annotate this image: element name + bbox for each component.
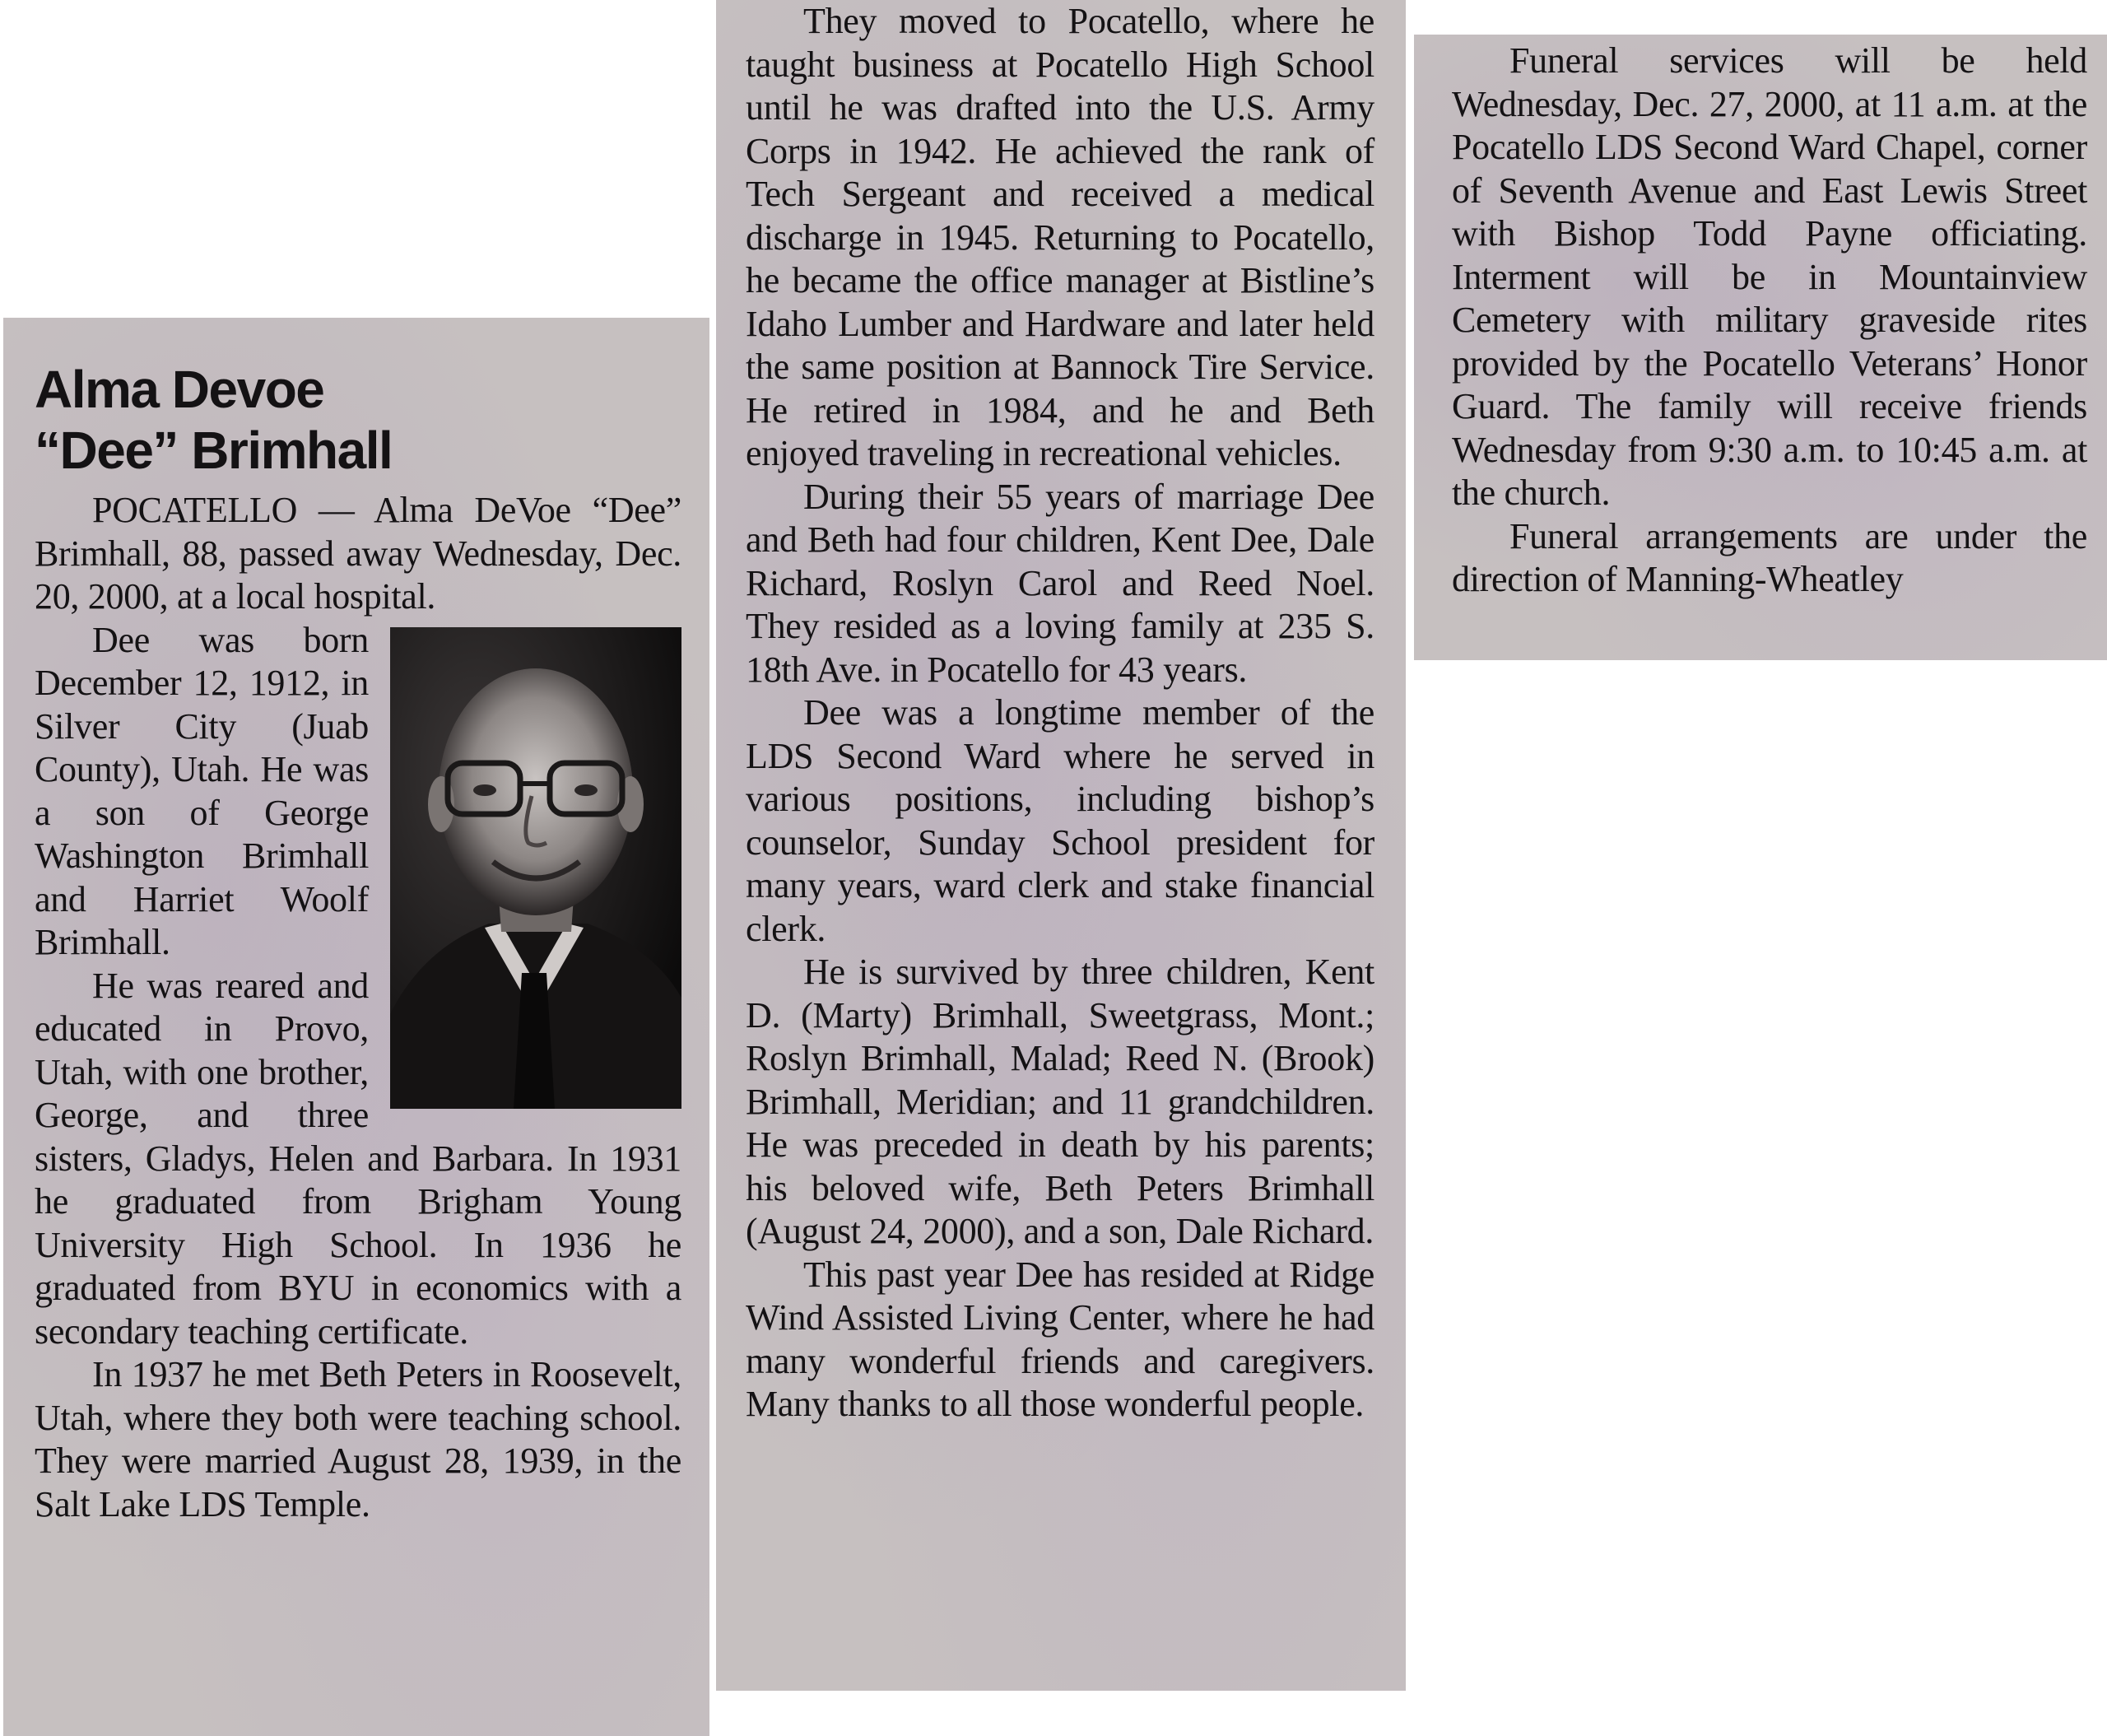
left-column-text	[35, 489, 681, 1526]
headline-line-2: “Dee” Brimhall	[35, 421, 393, 480]
headline-line-1: Alma Devoe	[35, 360, 324, 419]
portrait-image	[390, 627, 681, 1109]
obituary-headline	[35, 359, 681, 481]
left-paragraph-3: He was reared and educated in Provo, Utah, with one brother, George, and three sisters, Gladys, Helen and Barbara. In 1931 he graduated from Brigham Young University High School. In 1936 he graduated from BYU in economics with a secondary teaching certificate.	[35, 965, 681, 1352]
middle-column-text	[746, 0, 1374, 1426]
right-column-text	[1452, 40, 2087, 602]
left-paragraph-4: In 1937 he met Beth Peters in Roosevelt, Utah, where they both were teaching school. They were married August 28, 1939, in the Salt Lake LDS Temple.	[35, 1354, 681, 1524]
left-paragraph-2: Dee was born December 12, 1912, in Silver City (Juab County), Utah. He was a son of George Washington Brimhall and Harriet Woolf Brimhall.	[35, 619, 369, 962]
portrait-photo	[390, 627, 681, 1109]
obituary-clipping-right	[1414, 35, 2107, 660]
obituary-clipping-left	[3, 318, 709, 1736]
middle-paragraph-3: Dee was a longtime member of the LDS Second Ward where he served in various positions, including bishop’s counselor, Sunday School president for many years, ward clerk and stake financial clerk.	[746, 692, 1374, 949]
left-paragraph-1: POCATELLO — Alma DeVoe “Dee” Brimhall, 88, passed away Wednesday, Dec. 20, 2000, at a local hospital.	[35, 490, 681, 617]
right-paragraph-1: Funeral services will be held Wednesday, Dec. 27, 2000, at 11 a.m. at the Pocatello LDS Second Ward Chapel, corner of Seventh Avenue and East Lewis Street with Bishop Todd Payne officiating. Interment will be in Mountainview Cemetery with military graveside rites provided by the Pocatello Veterans’ Honor Guard. The family will receive friends Wednesday from 9:30 a.m. to 10:45 a.m. at the church.	[1452, 40, 2087, 513]
middle-paragraph-5: This past year Dee has resided at Ridge Wind Assisted Living Center, where he had many wonderful friends and caregivers. Many thanks to all those wonderful people.	[746, 1254, 1374, 1424]
middle-paragraph-1: They moved to Pocatello, where he taught business at Pocatello High School until he was drafted into the U.S. Army Corps in 1942. He achieved the rank of Tech Sergeant and received a medical discharge in 1945. Returning to Pocatello, he became the office manager at Bistline’s Idaho Lumber and Hardware and later held the same position at Bannock Tire Service. He retired in 1984, and he and Beth enjoyed traveling in recreational vehicles.	[746, 1, 1374, 473]
obituary-clipping-middle	[716, 0, 1406, 1691]
middle-paragraph-4: He is survived by three children, Kent D. (Marty) Brimhall, Sweetgrass, Mont.; Roslyn Brimhall, Malad; Reed N. (Brook) Brimhall, Meridian; and 11 grandchildren. He was preceded in death by his parents; his beloved wife, Beth Peters Brimhall (August 24, 2000), and a son, Dale Richard.	[746, 952, 1374, 1251]
middle-paragraph-2: During their 55 years of marriage Dee and Beth had four children, Kent Dee, Dale Richard, Roslyn Carol and Reed Noel. They resided as a loving family at 235 S. 18th Ave. in Pocatello for 43 years.	[746, 476, 1374, 690]
right-paragraph-2: Funeral arrangements are under the direction of Manning-Wheatley	[1452, 515, 2087, 599]
